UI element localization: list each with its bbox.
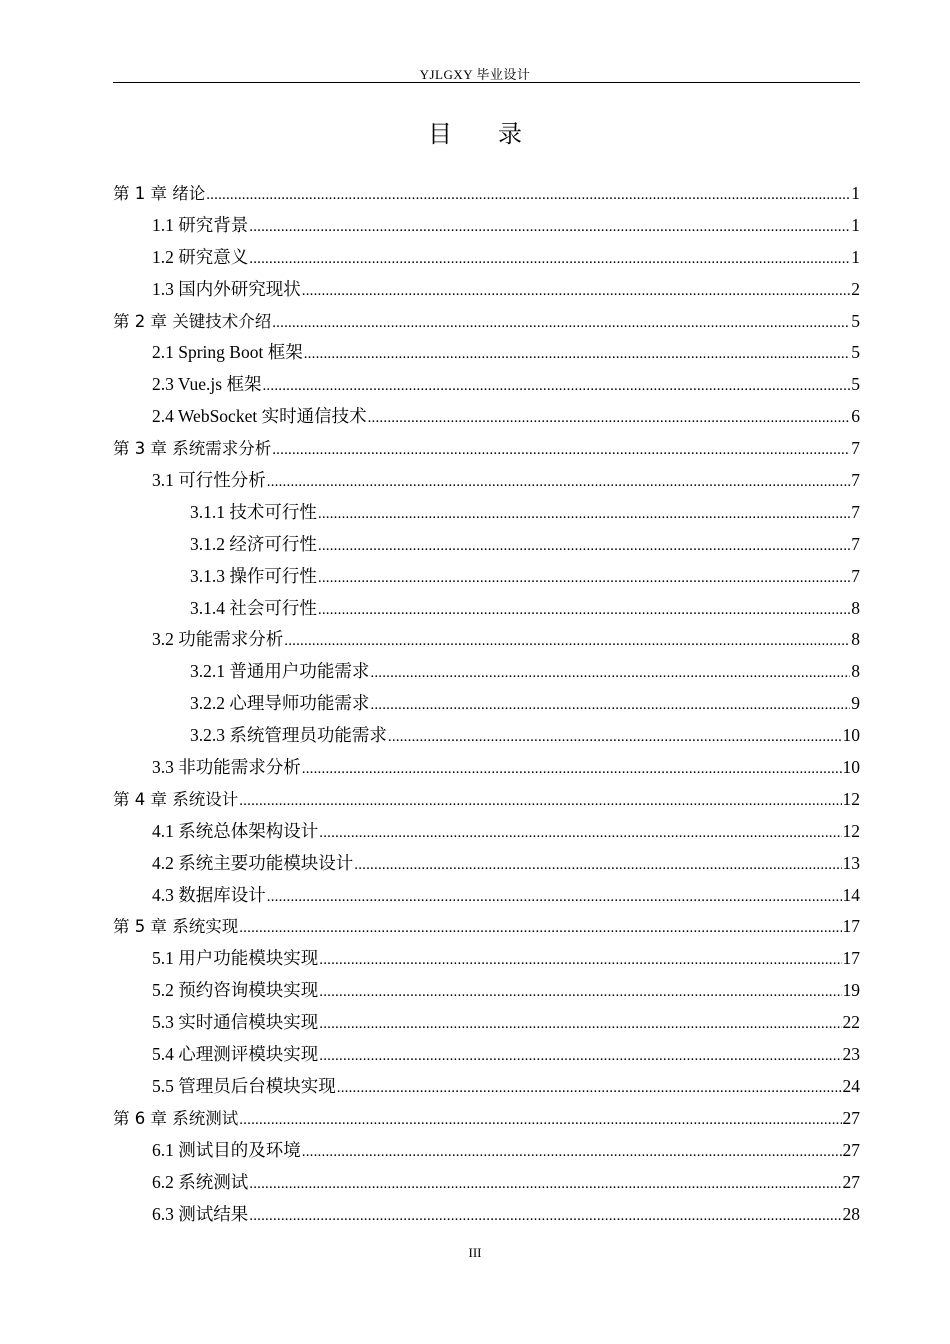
- toc-entry[interactable]: [113, 848, 860, 880]
- toc-leader-dots: [319, 945, 841, 977]
- toc-entry-page: 27: [842, 1139, 860, 1160]
- toc-entry[interactable]: [113, 242, 860, 274]
- toc-entry-page: 12: [842, 820, 860, 841]
- toc-entry-page: 7: [851, 470, 860, 491]
- toc-entry-label: 3.1 可行性分析: [152, 470, 266, 491]
- toc-entry-page: 8: [851, 629, 860, 650]
- toc-leader-dots: [319, 977, 841, 1009]
- toc-title: 目录: [428, 122, 568, 148]
- toc-leader-dots: [368, 403, 851, 435]
- toc-entry-page: 13: [842, 852, 860, 873]
- toc-entry-page: 5: [851, 342, 860, 363]
- toc-entry-page: 19: [842, 980, 860, 1001]
- toc-entry[interactable]: [113, 1167, 860, 1199]
- toc-entry[interactable]: [113, 624, 860, 656]
- toc-entry-label: 第 4 章 系统设计: [113, 789, 239, 809]
- toc-leader-dots: [262, 371, 850, 403]
- toc-entry-label: 4.3 数据库设计: [152, 884, 266, 905]
- toc-entry-label: 3.2 功能需求分析: [152, 629, 284, 650]
- toc-entry[interactable]: [113, 784, 860, 816]
- toc-entry-page: 10: [842, 757, 860, 778]
- toc-entry-label: 5.5 管理员后台模块实现: [152, 1075, 336, 1096]
- toc-leader-dots: [319, 818, 841, 850]
- toc-entry-label: 第 3 章 系统需求分析: [113, 439, 272, 459]
- toc-entry[interactable]: [113, 274, 860, 306]
- toc-entry-page: 7: [851, 533, 860, 554]
- toc-entry-label: 3.1.4 社会可行性: [190, 597, 317, 618]
- toc-entry-label: 1.3 国内外研究现状: [152, 278, 301, 299]
- toc-leader-dots: [302, 1137, 842, 1169]
- toc-entry-page: 10: [842, 725, 860, 746]
- toc-entry-page: 24: [842, 1075, 860, 1096]
- toc-entry[interactable]: [113, 1071, 860, 1103]
- toc-entry-label: 第 6 章 系统测试: [113, 1108, 239, 1128]
- toc-entry[interactable]: [113, 880, 860, 912]
- toc-entry-page: 6: [851, 406, 860, 427]
- toc-entry[interactable]: [113, 497, 860, 529]
- toc-entry-page: 1: [851, 183, 860, 203]
- toc-entry-page: 22: [842, 1012, 860, 1033]
- toc-leader-dots: [318, 531, 850, 563]
- toc-entry[interactable]: [113, 1039, 860, 1071]
- toc-entry-page: 23: [842, 1044, 860, 1065]
- toc-leader-dots: [318, 563, 850, 595]
- toc-entry[interactable]: [113, 433, 860, 465]
- toc-leader-dots: [272, 308, 850, 340]
- toc-entry-label: 2.3 Vue.js 框架: [152, 374, 262, 395]
- toc-leader-dots: [388, 722, 842, 754]
- toc-entry-label: 6.2 系统测试: [152, 1171, 249, 1192]
- toc-entry-label: 5.2 预约咨询模块实现: [152, 980, 319, 1001]
- toc-entry[interactable]: [113, 656, 860, 688]
- toc-entry-page: 8: [851, 661, 860, 682]
- toc-leader-dots: [206, 180, 850, 212]
- toc-entry-page: 7: [851, 438, 860, 459]
- toc-entry-label: 第 1 章 绪论: [113, 184, 206, 203]
- toc-leader-dots: [239, 1105, 841, 1137]
- toc-entry-page: 8: [851, 597, 860, 618]
- toc-entry-page: 17: [842, 916, 860, 937]
- toc-leader-dots: [370, 690, 850, 722]
- toc-entry-page: 7: [851, 565, 860, 586]
- toc-entry-label: 3.1.2 经济可行性: [190, 533, 317, 554]
- toc-entry-page: 28: [842, 1203, 860, 1224]
- toc-entry[interactable]: [113, 593, 860, 625]
- toc-leader-dots: [249, 212, 850, 244]
- toc-entry-label: 1.2 研究意义: [152, 246, 249, 267]
- toc-entry[interactable]: [113, 529, 860, 561]
- toc-entry-label: 6.1 测试目的及环境: [152, 1139, 301, 1160]
- toc-leader-dots: [249, 1201, 841, 1233]
- toc-entry-label: 6.3 测试结果: [152, 1203, 249, 1224]
- toc-entry-page: 9: [851, 693, 860, 714]
- toc-entry[interactable]: [113, 943, 860, 975]
- table-of-contents: [113, 178, 860, 1230]
- toc-entry[interactable]: [113, 210, 860, 242]
- toc-leader-dots: [319, 1009, 841, 1041]
- toc-leader-dots: [249, 1169, 841, 1201]
- toc-entry-label: 3.2.3 系统管理员功能需求: [190, 725, 387, 746]
- toc-leader-dots: [249, 244, 850, 276]
- toc-entry-label: 3.1.3 操作可行性: [190, 565, 317, 586]
- toc-leader-dots: [239, 786, 841, 818]
- page-number: III: [468, 1245, 482, 1260]
- toc-entry-page: 5: [851, 374, 860, 395]
- toc-entry-page: 1: [851, 214, 860, 235]
- header-rule: [113, 82, 860, 83]
- toc-leader-dots: [302, 276, 851, 308]
- toc-entry[interactable]: [113, 401, 860, 433]
- toc-leader-dots: [272, 435, 850, 467]
- toc-leader-dots: [302, 754, 842, 786]
- toc-leader-dots: [267, 882, 842, 914]
- toc-entry-label: 3.1.1 技术可行性: [190, 501, 317, 522]
- toc-entry-label: 3.3 非功能需求分析: [152, 757, 301, 778]
- toc-entry[interactable]: [113, 337, 860, 369]
- toc-entry[interactable]: [113, 1135, 860, 1167]
- toc-entry-page: 1: [851, 246, 860, 267]
- toc-leader-dots: [354, 850, 841, 882]
- toc-entry-label: 5.1 用户功能模块实现: [152, 948, 319, 969]
- toc-entry[interactable]: [113, 369, 860, 401]
- toc-entry-page: 14: [842, 884, 860, 905]
- toc-entry-page: 5: [851, 310, 860, 331]
- toc-entry-page: 7: [851, 501, 860, 522]
- toc-leader-dots: [318, 499, 850, 531]
- toc-entry-label: 3.2.1 普通用户功能需求: [190, 661, 370, 682]
- toc-entry[interactable]: [113, 752, 860, 784]
- toc-entry[interactable]: [113, 1103, 860, 1135]
- toc-entry[interactable]: [113, 178, 860, 210]
- toc-leader-dots: [267, 467, 851, 499]
- toc-leader-dots: [304, 339, 851, 371]
- toc-entry[interactable]: [113, 816, 860, 848]
- toc-entry-page: 17: [842, 948, 860, 969]
- toc-entry-label: 5.3 实时通信模块实现: [152, 1012, 319, 1033]
- toc-entry[interactable]: [113, 1199, 860, 1231]
- toc-entry[interactable]: [113, 720, 860, 752]
- toc-entry[interactable]: [113, 911, 860, 943]
- toc-entry-label: 第 5 章 系统实现: [113, 917, 239, 937]
- toc-entry-label: 2.1 Spring Boot 框架: [152, 342, 303, 363]
- toc-entry-label: 4.1 系统总体架构设计: [152, 820, 319, 841]
- toc-leader-dots: [284, 626, 850, 658]
- toc-entry-label: 4.2 系统主要功能模块设计: [152, 852, 354, 873]
- toc-entry-label: 5.4 心理测评模块实现: [152, 1044, 319, 1065]
- toc-entry-label: 3.2.2 心理导师功能需求: [190, 693, 370, 714]
- toc-entry-page: 27: [842, 1171, 860, 1192]
- toc-entry-page: 12: [842, 788, 860, 809]
- toc-entry-label: 2.4 WebSocket 实时通信技术: [152, 406, 367, 427]
- toc-entry[interactable]: [113, 975, 860, 1007]
- toc-entry-label: 第 2 章 关键技术介绍: [113, 311, 272, 331]
- toc-leader-dots: [370, 658, 850, 690]
- toc-leader-dots: [239, 913, 841, 945]
- toc-entry-page: 2: [851, 278, 860, 299]
- toc-entry-page: 27: [842, 1107, 860, 1128]
- toc-leader-dots: [319, 1041, 841, 1073]
- toc-entry[interactable]: [113, 1007, 860, 1039]
- toc-entry[interactable]: [113, 561, 860, 593]
- toc-leader-dots: [337, 1073, 842, 1105]
- page-header: YJLGXY 毕业设计: [419, 67, 531, 82]
- toc-entry-label: 1.1 研究背景: [152, 214, 249, 235]
- toc-entry[interactable]: [113, 306, 860, 338]
- toc-leader-dots: [318, 595, 850, 627]
- toc-entry[interactable]: [113, 688, 860, 720]
- toc-entry[interactable]: [113, 465, 860, 497]
